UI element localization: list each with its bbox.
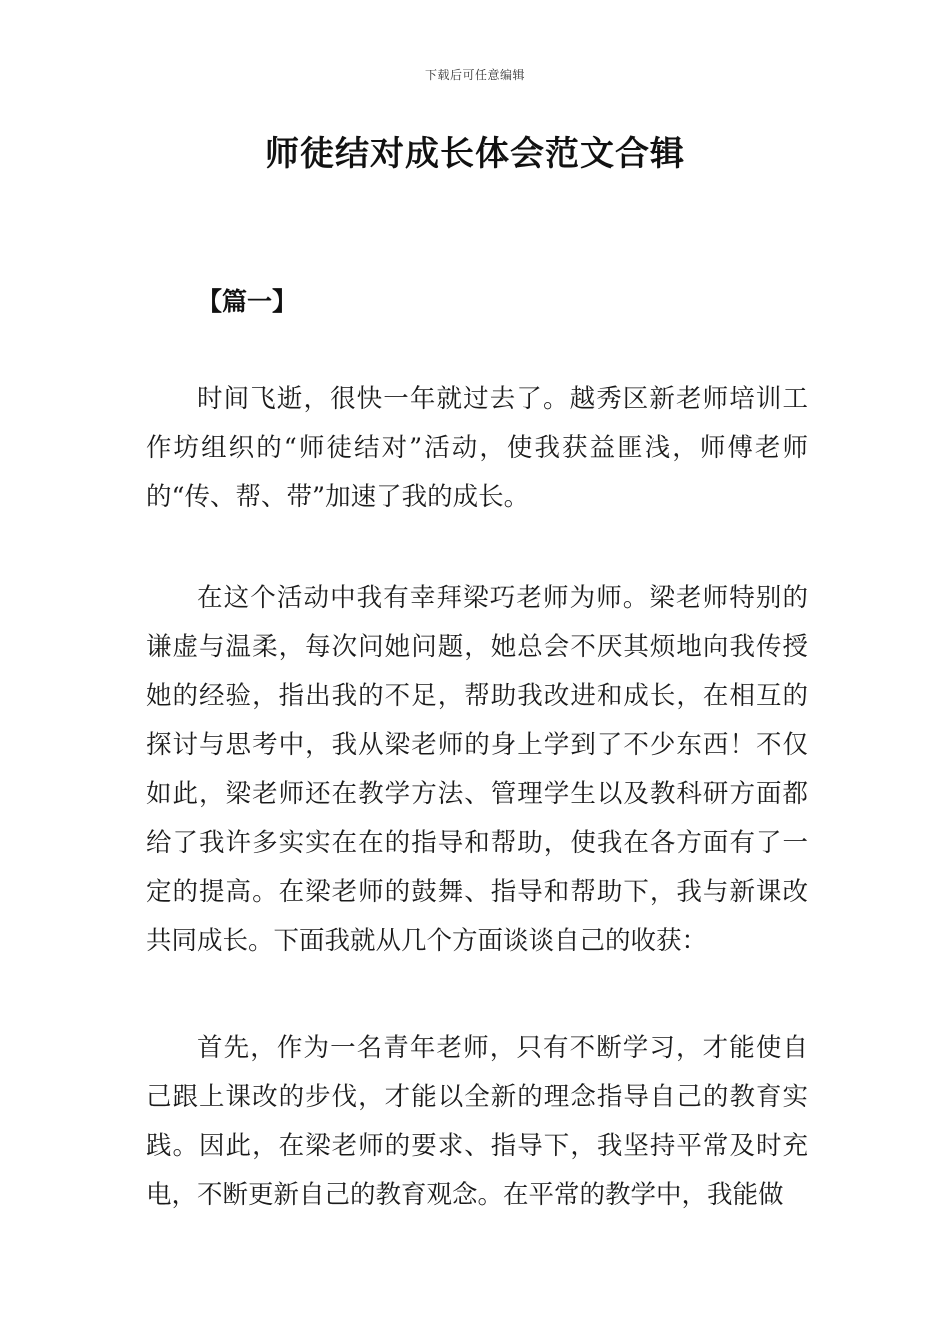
header-note: 下载后可任意编辑 xyxy=(424,68,525,82)
paragraph-2: 在这个活动中我有幸拜梁巧老师为师。梁老师特别的谦虚与温柔，每次问她问题，她总会不厌其烦地向我传授她的经验，指出我的不足，帮助我改进和成长，在相互的探讨与思考中，我从梁老师的身上学到了不少东西！不仅如此，梁老师还在教学方法、管理学生以及教科研方面都给了我许多实实在在的指导和帮助，使我在各方面有了一定的提高。在梁老师的鼓舞、指导和帮助下，我与新课改共同成长。下面我就从几个方面谈谈自己的收获： xyxy=(146,583,808,956)
section-heading: 【篇一】 xyxy=(197,287,298,316)
document-title: 师徒结对成长体会范文合辑 xyxy=(265,134,685,174)
paragraph-3: 首先，作为一名青年老师，只有不断学习，才能使自己跟上课改的步伐，才能以全新的理念指导自己的教育实践。因此，在梁老师的要求、指导下，我坚持平常及时充电，不断更新自己的教育观念。在平常的教学中，我能做 xyxy=(146,1033,808,1210)
paragraph-1: 时间飞逝，很快一年就过去了。越秀区新老师培训工作坊组织的“师徒结对”活动，使我获益匪浅，师傅老师的“传、帮、带”加速了我的成长。 xyxy=(146,384,808,512)
